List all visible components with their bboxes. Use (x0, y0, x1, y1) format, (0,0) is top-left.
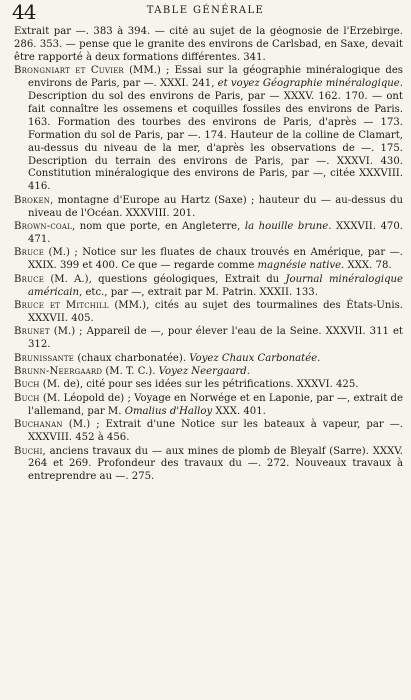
index-entry: Broken, montagne d'Europe au Hartz (Saxe) ; hauteur du — au-dessus du niveau de l'Océan. XXXVIII. 201. (14, 194, 403, 219)
entry-heading: Bruce (14, 273, 45, 285)
page-number: 44 (12, 0, 36, 24)
index-entry: Brunissante (chaux charbonatée). Voyez Chaux Carbonatée. (14, 352, 321, 364)
entry-heading: Buch (14, 379, 40, 391)
entry-heading: Broken (14, 194, 51, 206)
entry-heading: Buchanan (14, 419, 63, 431)
entry-heading: Buchi (14, 445, 43, 457)
index-entry: Brunet (M.) ; Appareil de —, pour élever l'eau de la Seine. XXXVII. 311 et 312. (14, 326, 403, 351)
index-entry: Bruce et Mitchill (MM.), cités au sujet des tourmalines des États-Unis. XXXVII. 405. (14, 300, 403, 324)
index-entry: Brown-coal, nom que porte, en Angleterre, la houille brune. XXXVII. 470. 471. (14, 221, 403, 245)
index-entry: Brunn-Neergaard (M. T. C.). Voyez Neergaard. (14, 366, 250, 378)
index-body (14, 26, 403, 700)
index-entry: Bruce (M.) ; Notice sur les fluates de chaux trouvés en Amérique, par —. XXIX. 399 et 400. Ce que — regarde comme magnésie native. XXX. 78. (14, 247, 403, 272)
index-entry: Buchanan (M.) ; Extrait d'une Notice sur les bateaux à vapeur, par —. XXXVIII. 452 à 456. (14, 419, 403, 444)
index-entry: Extrait par —. 383 à 394. — cité au sujet de la géognosie de l'Erzebirge. 286. 353. — pense que le granite des environs de Carlsbad, en Saxe, devait être rapporté à deux formations différentes. 341. (14, 26, 403, 63)
entry-heading: Brunissante (14, 352, 75, 364)
entry-heading: Brongniart et Cuvier (14, 65, 124, 77)
running-head: TABLE GÉNÉRALE (146, 5, 265, 16)
entry-heading: Bruce et Mitchill (14, 300, 109, 312)
entry-heading: Brunet (14, 326, 50, 338)
index-entry: Buch (M. Léopold de) ; Voyage en Norwége et en Laponie, par —, extrait de l'allemand, par M. Omalius d'Halloy XXX. 401. (14, 392, 403, 417)
entry-heading: Brown-coal (14, 221, 72, 233)
index-entry: Buch (M. de), cité pour ses idées sur les pétrifications. XXXVI. 425. (14, 379, 359, 391)
entry-heading: Brunn-Neergaard (14, 366, 103, 378)
entry-heading: Buch (14, 392, 40, 404)
index-entry: Bruce (M. A.), questions géologiques, Extrait du Journal minéralogique américain, etc., par —, extrait par M. Patrin. XXXII. 133. (14, 273, 403, 298)
index-entry: Buchi, anciens travaux du — aux mines de plomb de Bleyalf (Sarre). XXXV. 264 et 269. Profondeur des travaux du —. 272. Nouveaux travaux à entreprendre au —. 275. (14, 445, 403, 483)
entry-heading: Bruce (14, 247, 45, 259)
page-header (0, 0, 411, 26)
index-entry: Brongniart et Cuvier (MM.) ; Essai sur la géographie minéralogique des environs de Paris, par —. XXXI. 241, et voyez Géographie minéralogique. Description du sol des environs de Paris, par — XXXV. 162. 170. — ont fait connaître les ossemens et coquilles fossiles des environs de Paris. 163. Formation des tourbes des environs de Paris, d'après — 173. Formation du sol de Paris, par —. 174. Hauteur de la colline de Clamart, au-dessus du niveau de la mer, d'après les observations de —. 175. Description du terrain des environs de Paris, par —. XXXVI. 430. Constitution minéralogique des environs de Paris, par —, citée XXXVIII. 416. (14, 65, 403, 193)
